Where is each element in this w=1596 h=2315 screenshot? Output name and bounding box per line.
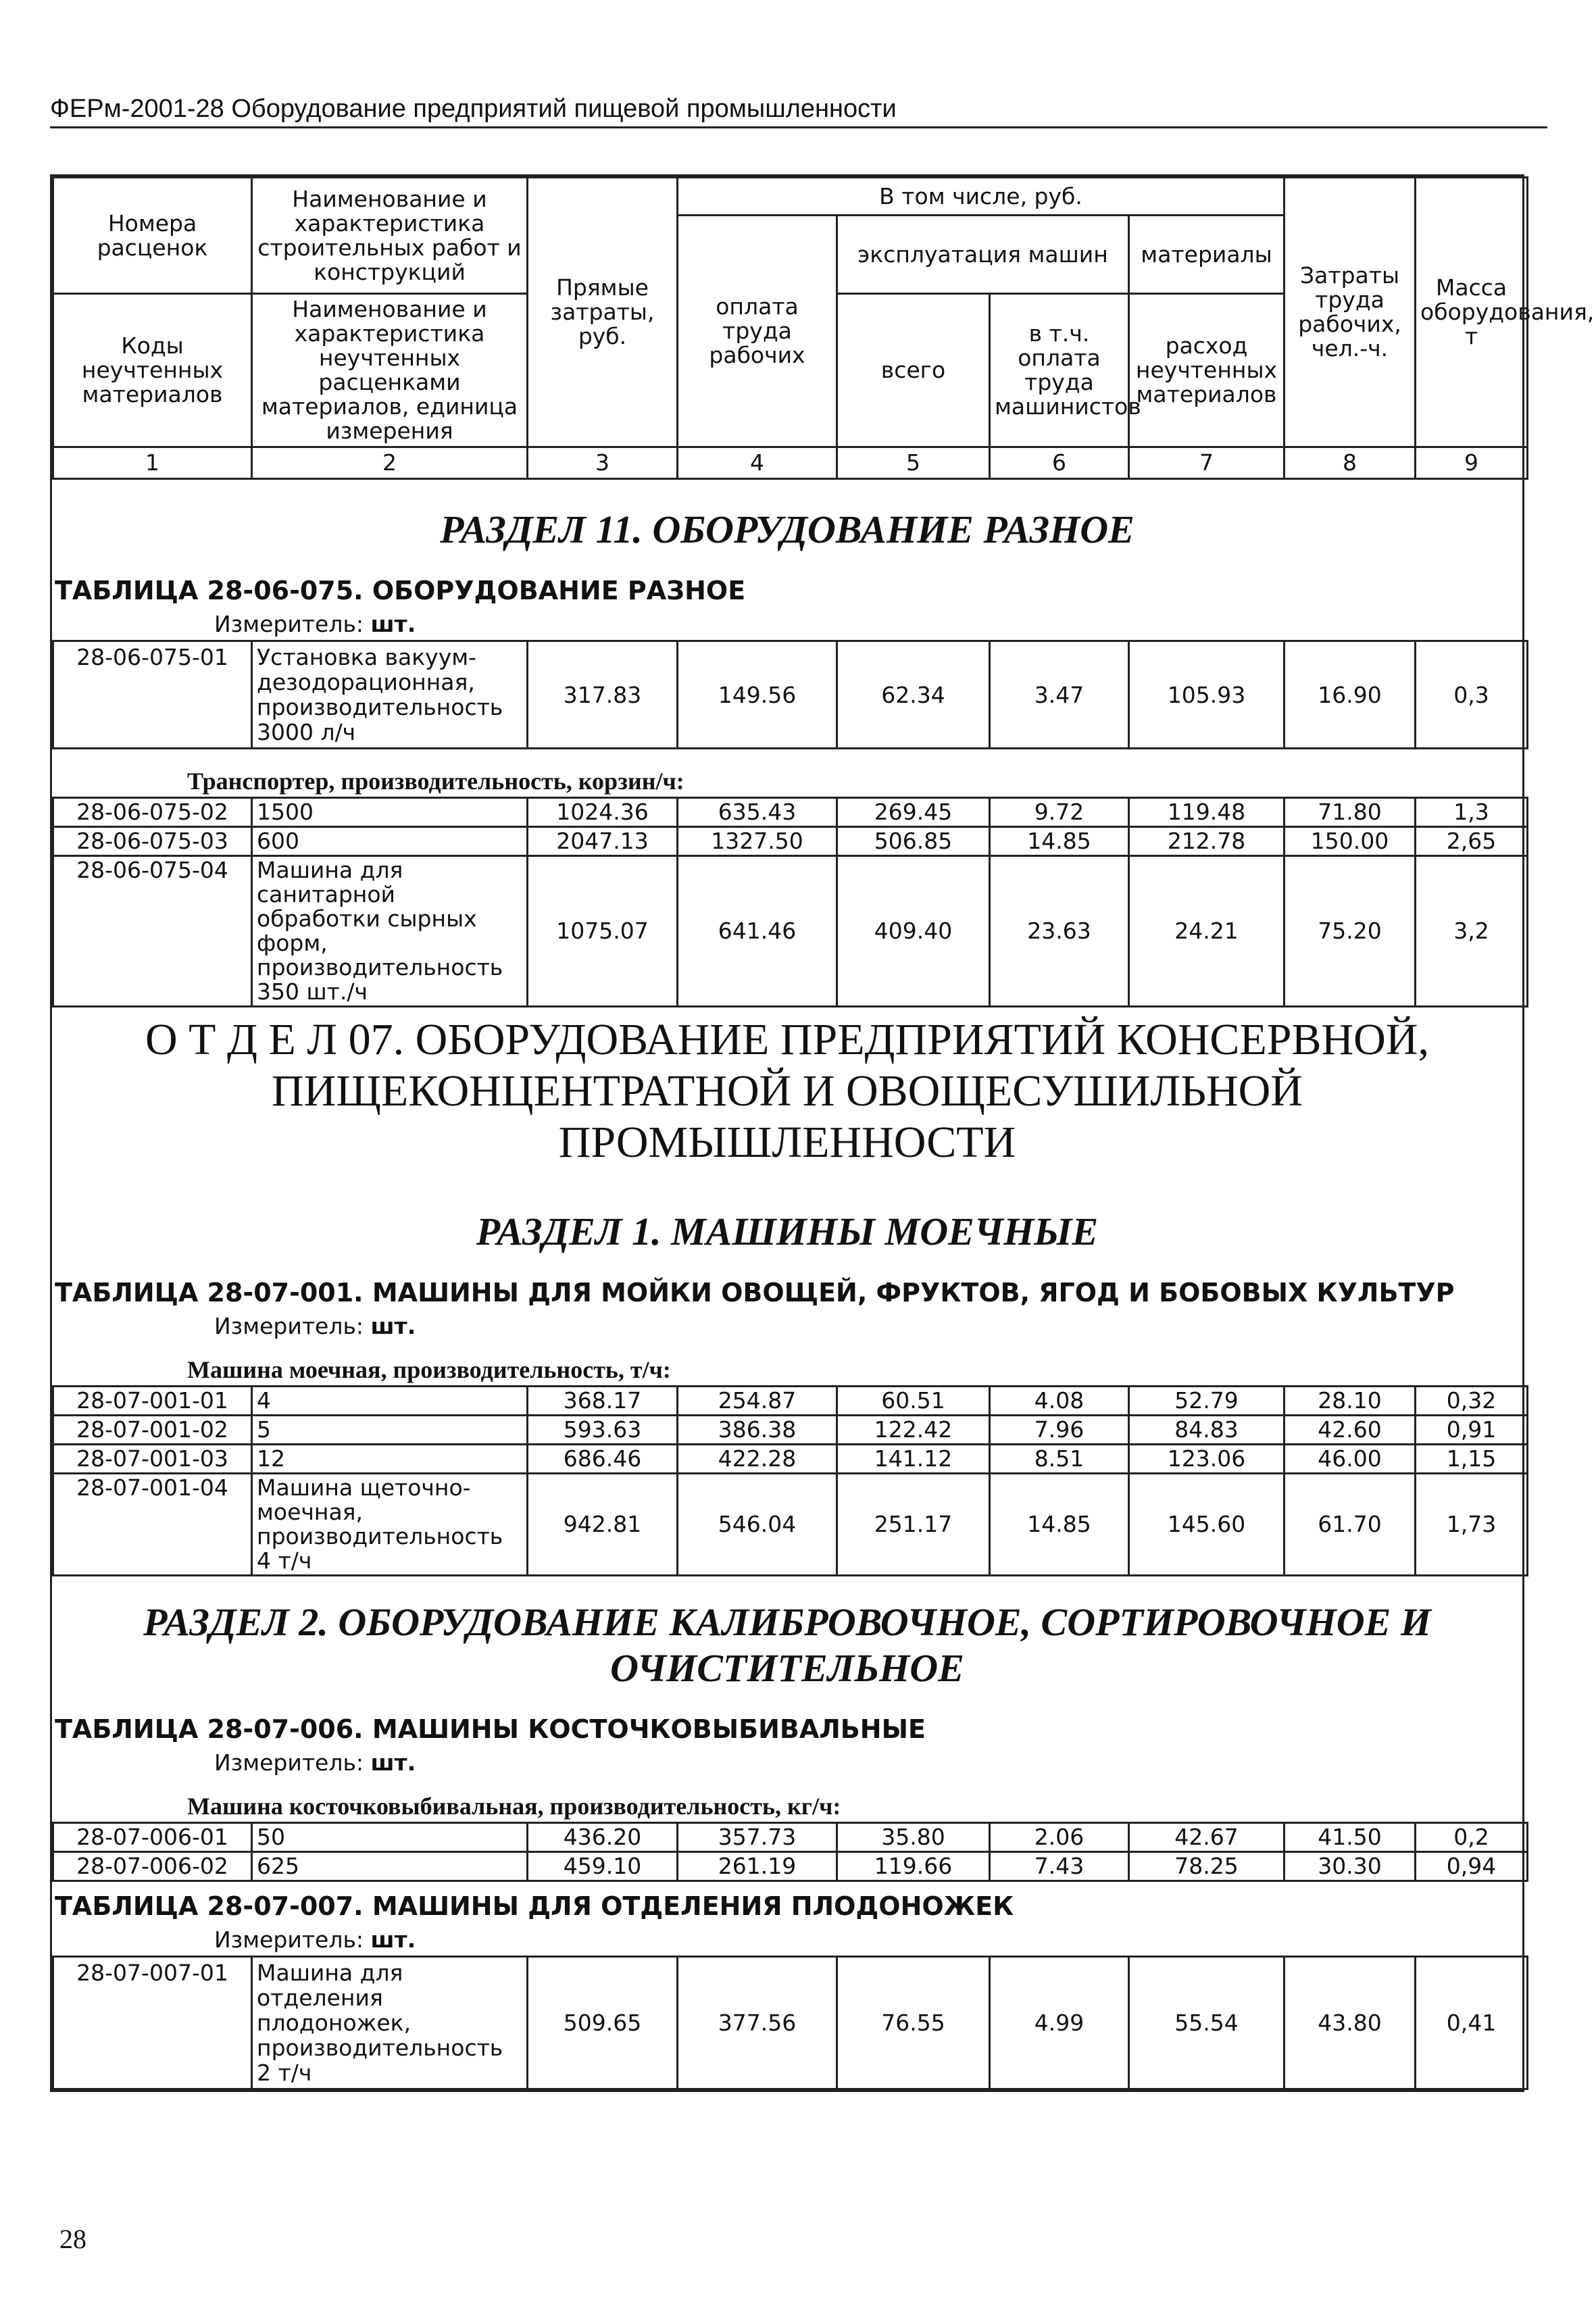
col-number: 7 <box>1129 447 1285 479</box>
rate-code: 28-06-075-04 <box>53 856 252 1007</box>
section-heading: РАЗДЕЛ 2. ОБОРУДОВАНИЕ КАЛИБРОВОЧНОЕ, СОРТИРОВОЧНОЕ И ОЧИСТИТЕЛЬНОЕ <box>143 1600 1431 1690</box>
direct-costs: 509.65 <box>528 1957 678 2089</box>
table-row <box>53 1957 1528 2089</box>
equipment-mass: 0,3 <box>1416 641 1528 749</box>
materials: 145.60 <box>1129 1474 1285 1576</box>
table-row <box>53 1416 1528 1445</box>
materials: 119.48 <box>1129 798 1285 827</box>
rate-code: 28-07-007-01 <box>53 1957 252 2089</box>
wages: 641.46 <box>678 856 837 1007</box>
col-machines-total: всего <box>837 294 990 447</box>
direct-costs: 436.20 <box>528 1823 678 1852</box>
machines-total: 35.80 <box>837 1823 990 1852</box>
equipment-mass: 0,2 <box>1416 1823 1528 1852</box>
materials: 105.93 <box>1129 641 1285 749</box>
table-row <box>53 1852 1528 1881</box>
equipment-mass: 0,32 <box>1416 1387 1528 1416</box>
machines-total: 251.17 <box>837 1474 990 1576</box>
direct-costs: 1024.36 <box>528 798 678 827</box>
col-mass: Масса оборудования, т <box>1416 178 1528 447</box>
labor-hours: 43.80 <box>1285 1957 1416 2089</box>
table-row <box>53 856 1528 1007</box>
rate-name: 625 <box>252 1852 528 1881</box>
machines-total: 269.45 <box>837 798 990 827</box>
labor-hours: 46.00 <box>1285 1445 1416 1474</box>
col-work-name: Наименование и характеристика строительных работ и конструкций <box>252 178 528 294</box>
operators-wages: 14.85 <box>990 1474 1129 1576</box>
equipment-mass: 0,91 <box>1416 1416 1528 1445</box>
operators-wages: 14.85 <box>990 827 1129 856</box>
direct-costs: 459.10 <box>528 1852 678 1881</box>
direct-costs: 593.63 <box>528 1416 678 1445</box>
table-row <box>53 1474 1528 1576</box>
machines-total: 60.51 <box>837 1387 990 1416</box>
rate-name: 50 <box>252 1823 528 1852</box>
column-header-table <box>52 176 1595 480</box>
measure-line <box>52 1747 1522 1778</box>
col-number: 2 <box>252 447 528 479</box>
col-number: 9 <box>1416 447 1528 479</box>
rate-name: Машина для отделения плодоножек, производительность 2 т/ч <box>252 1957 528 2089</box>
document-body <box>50 174 1595 2092</box>
wages: 261.19 <box>678 1852 837 1881</box>
rate-code: 28-07-001-01 <box>53 1387 252 1416</box>
col-rate-numbers: Номера расценок <box>53 178 252 294</box>
equipment-mass: 0,94 <box>1416 1852 1528 1881</box>
section-heading: РАЗДЕЛ 11. ОБОРУДОВАНИЕ РАЗНОЕ <box>440 507 1134 551</box>
table-title: ТАБЛИЦА 28-07-006. МАШИНЫ КОСТОЧКОВЫБИВАЛЬНЫЕ <box>55 1714 926 1744</box>
group-subtitle: Машина моечная, производительность, т/ч: <box>187 1356 671 1383</box>
table-28-07-007 <box>52 1956 1528 2090</box>
labor-hours: 61.70 <box>1285 1474 1416 1576</box>
machines-total: 141.12 <box>837 1445 990 1474</box>
operators-wages: 8.51 <box>990 1445 1129 1474</box>
page-number: 28 <box>59 2224 86 2254</box>
rate-name: 12 <box>252 1445 528 1474</box>
labor-hours: 28.10 <box>1285 1387 1416 1416</box>
wages: 377.56 <box>678 1957 837 2089</box>
table-28-06-075-b <box>52 797 1528 1007</box>
col-materials: материалы <box>1129 216 1285 294</box>
labor-hours: 30.30 <box>1285 1852 1416 1881</box>
labor-hours: 150.00 <box>1285 827 1416 856</box>
table-title: ТАБЛИЦА 28-07-001. МАШИНЫ ДЛЯ МОЙКИ ОВОЩЕЙ, ФРУКТОВ, ЯГОД И БОБОВЫХ КУЛЬТУР <box>55 1278 1455 1308</box>
section-heading: РАЗДЕЛ 1. МАШИНЫ МОЕЧНЫЕ <box>476 1210 1099 1253</box>
labor-hours: 71.80 <box>1285 798 1416 827</box>
measure-unit: шт. <box>370 1313 416 1339</box>
wages: 1327.50 <box>678 827 837 856</box>
labor-hours: 75.20 <box>1285 856 1416 1007</box>
machines-total: 409.40 <box>837 856 990 1007</box>
measure-line <box>52 608 1522 640</box>
machines-total: 122.42 <box>837 1416 990 1445</box>
materials: 212.78 <box>1129 827 1285 856</box>
table-28-06-075-a <box>52 640 1528 749</box>
rate-name: Машина щеточно-моечная, производительность 4 т/ч <box>252 1474 528 1576</box>
direct-costs: 368.17 <box>528 1387 678 1416</box>
wages: 149.56 <box>678 641 837 749</box>
rate-name: 600 <box>252 827 528 856</box>
rate-code: 28-07-001-04 <box>53 1474 252 1576</box>
wages: 546.04 <box>678 1474 837 1576</box>
col-labor: Затраты труда рабочих, чел.-ч. <box>1285 178 1416 447</box>
group-subtitle: Машина косточковыбивальная, производительность, кг/ч: <box>187 1793 841 1820</box>
labor-hours: 41.50 <box>1285 1823 1416 1852</box>
wages: 357.73 <box>678 1823 837 1852</box>
col-material-codes: Коды неучтенных материалов <box>53 294 252 447</box>
operators-wages: 3.47 <box>990 641 1129 749</box>
materials: 24.21 <box>1129 856 1285 1007</box>
direct-costs: 2047.13 <box>528 827 678 856</box>
operators-wages: 4.08 <box>990 1387 1129 1416</box>
table-row <box>53 1823 1528 1852</box>
equipment-mass: 1,15 <box>1416 1445 1528 1474</box>
col-machines: эксплуатация машин <box>837 216 1129 294</box>
measure-unit: шт. <box>370 611 416 637</box>
machines-total: 76.55 <box>837 1957 990 2089</box>
machines-total: 119.66 <box>837 1852 990 1881</box>
measure-label: Измеритель: <box>214 1313 364 1339</box>
operators-wages: 2.06 <box>990 1823 1129 1852</box>
equipment-mass: 2,65 <box>1416 827 1528 856</box>
operators-wages: 4.99 <box>990 1957 1129 2089</box>
measure-unit: шт. <box>370 1749 416 1776</box>
measure-label: Измеритель: <box>214 1926 364 1953</box>
table-row <box>53 827 1528 856</box>
col-number: 5 <box>837 447 990 479</box>
table-28-07-001 <box>52 1385 1528 1576</box>
col-number: 1 <box>53 447 252 479</box>
measure-unit: шт. <box>370 1926 416 1953</box>
measure-line <box>52 1924 1522 1956</box>
machines-total: 62.34 <box>837 641 990 749</box>
rate-code: 28-07-001-02 <box>53 1416 252 1445</box>
col-number: 6 <box>990 447 1129 479</box>
rate-name: Машина для санитарной обработки сырных форм, производительность 350 шт./ч <box>252 856 528 1007</box>
machines-total: 506.85 <box>837 827 990 856</box>
labor-hours: 16.90 <box>1285 641 1416 749</box>
wages: 386.38 <box>678 1416 837 1445</box>
rate-code: 28-06-075-03 <box>53 827 252 856</box>
col-including: В том числе, руб. <box>678 178 1285 216</box>
rate-code: 28-07-006-02 <box>53 1852 252 1881</box>
rate-code: 28-07-006-01 <box>53 1823 252 1852</box>
materials: 123.06 <box>1129 1445 1285 1474</box>
table-row <box>53 1445 1528 1474</box>
col-number: 8 <box>1285 447 1416 479</box>
materials: 52.79 <box>1129 1387 1285 1416</box>
direct-costs: 686.46 <box>528 1445 678 1474</box>
measure-label: Измеритель: <box>214 611 364 637</box>
col-wages: оплата труда рабочих <box>678 216 837 447</box>
rate-name: 5 <box>252 1416 528 1445</box>
col-material-name: Наименование и характеристика неучтенных расценками материалов, единица измерения <box>252 294 528 447</box>
operators-wages: 9.72 <box>990 798 1129 827</box>
rate-name: 1500 <box>252 798 528 827</box>
labor-hours: 42.60 <box>1285 1416 1416 1445</box>
measure-label: Измеритель: <box>214 1749 364 1776</box>
page-header: ФЕРм-2001-28 Оборудование предприятий пищевой промышленности <box>50 95 1547 128</box>
operators-wages: 7.43 <box>990 1852 1129 1881</box>
materials: 78.25 <box>1129 1852 1285 1881</box>
col-number: 4 <box>678 447 837 479</box>
materials: 84.83 <box>1129 1416 1285 1445</box>
col-number: 3 <box>528 447 678 479</box>
direct-costs: 317.83 <box>528 641 678 749</box>
rate-code: 28-06-075-01 <box>53 641 252 749</box>
table-row <box>53 641 1528 749</box>
table-28-07-006 <box>52 1822 1528 1882</box>
equipment-mass: 1,73 <box>1416 1474 1528 1576</box>
rate-name: Установка вакуум-дезодорационная, производительность 3000 л/ч <box>252 641 528 749</box>
wages: 422.28 <box>678 1445 837 1474</box>
col-direct-costs: Прямые затраты, руб. <box>528 178 678 447</box>
table-row <box>53 798 1528 827</box>
col-operators-wages: в т.ч. оплата труда машинистов <box>990 294 1129 447</box>
col-material-use: расход неучтенных материалов <box>1129 294 1285 447</box>
wages: 254.87 <box>678 1387 837 1416</box>
department-heading: О Т Д Е Л 07. ОБОРУДОВАНИЕ ПРЕДПРИЯТИЙ КОНСЕРВНОЙ, ПИЩЕКОНЦЕНТРАТНОЙ И ОВОЩЕСУШИЛЬНОЙ ПРОМЫШЛЕННОСТИ <box>145 1015 1429 1167</box>
materials: 42.67 <box>1129 1823 1285 1852</box>
table-title: ТАБЛИЦА 28-07-007. МАШИНЫ ДЛЯ ОТДЕЛЕНИЯ ПЛОДОНОЖЕК <box>55 1891 1014 1921</box>
equipment-mass: 0,41 <box>1416 1957 1528 2089</box>
operators-wages: 7.96 <box>990 1416 1129 1445</box>
rate-code: 28-06-075-02 <box>53 798 252 827</box>
materials: 55.54 <box>1129 1957 1285 2089</box>
operators-wages: 23.63 <box>990 856 1129 1007</box>
measure-line <box>52 1310 1522 1342</box>
equipment-mass: 1,3 <box>1416 798 1528 827</box>
rate-code: 28-07-001-03 <box>53 1445 252 1474</box>
equipment-mass: 3,2 <box>1416 856 1528 1007</box>
table-row <box>53 1387 1528 1416</box>
rate-name: 4 <box>252 1387 528 1416</box>
group-subtitle: Транспортер, производительность, корзин/ч: <box>187 768 684 795</box>
direct-costs: 1075.07 <box>528 856 678 1007</box>
direct-costs: 942.81 <box>528 1474 678 1576</box>
table-title: ТАБЛИЦА 28-06-075. ОБОРУДОВАНИЕ РАЗНОЕ <box>55 576 746 605</box>
wages: 635.43 <box>678 798 837 827</box>
